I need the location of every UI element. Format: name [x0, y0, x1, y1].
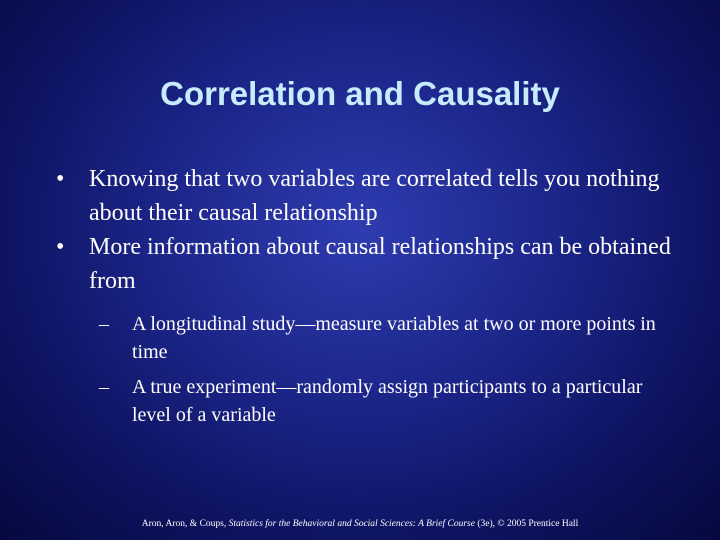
- bullet-item: [56, 162, 676, 230]
- slide-title: Correlation and Causality: [160, 75, 560, 112]
- bullet-text: Knowing that two variables are correlated tells you nothing about their causal relationship: [89, 166, 660, 226]
- sub-bullet-list: [88, 310, 676, 429]
- footer-authors: Aron, Aron, & Coups,: [141, 519, 229, 529]
- sub-bullet-text: A longitudinal study—measure variables at two or more points in time: [132, 313, 656, 363]
- slide-footer: [0, 518, 720, 530]
- footer-book-title: Statistics for the Behavioral and Social Sciences: A Brief Course: [228, 519, 475, 529]
- bullet-marker: •: [56, 166, 65, 192]
- sub-bullet-marker: –: [99, 313, 109, 335]
- sub-bullet-text: A true experiment—randomly assign participants to a particular level of a variable: [132, 376, 643, 426]
- bullet-marker: •: [56, 234, 65, 260]
- sub-bullet-item: [99, 310, 676, 366]
- sub-bullet-item: [99, 373, 676, 429]
- bullet-item: [56, 230, 676, 429]
- sub-bullet-marker: –: [99, 376, 109, 398]
- bullet-list: [56, 162, 676, 436]
- bullet-text: More information about causal relationships can be obtained from: [89, 234, 671, 294]
- footer-edition: (3e), © 2005 Prentice Hall: [474, 519, 579, 529]
